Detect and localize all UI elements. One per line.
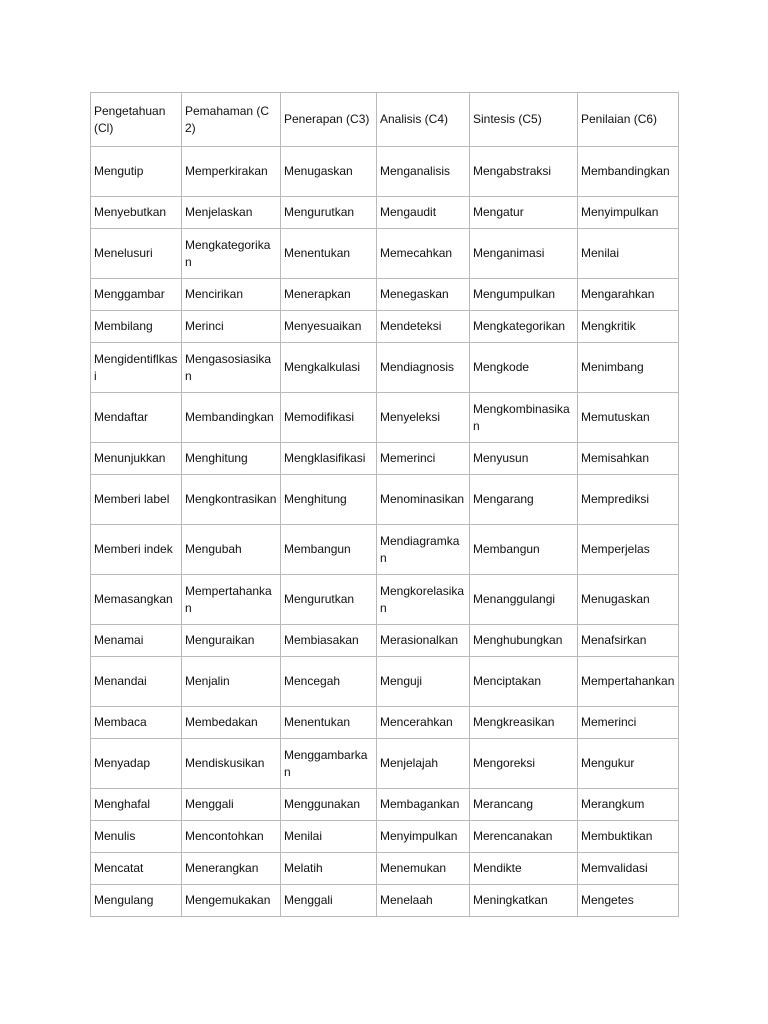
table-cell: Memerinci xyxy=(578,707,679,739)
table-cell: Membandingkan xyxy=(182,393,281,443)
table-cell: Merangkum xyxy=(578,789,679,821)
table-cell: Membagankan xyxy=(377,789,470,821)
table-row xyxy=(91,625,679,657)
table-cell: Mengkode xyxy=(470,343,578,393)
table-row xyxy=(91,739,679,789)
table-cell: Menyadap xyxy=(91,739,182,789)
header-cell: Analisis (C4) xyxy=(377,93,470,147)
table-cell: Menjalin xyxy=(182,657,281,707)
table-cell: Mengkalkulasi xyxy=(281,343,377,393)
table-cell: Melatih xyxy=(281,853,377,885)
table-cell: Menemukan xyxy=(377,853,470,885)
table-cell: Meningkatkan xyxy=(470,885,578,917)
table-row xyxy=(91,885,679,917)
table-cell: Memutuskan xyxy=(578,393,679,443)
table-cell: Membilang xyxy=(91,311,182,343)
table-cell: Membedakan xyxy=(182,707,281,739)
table-cell: Menjelaskan xyxy=(182,197,281,229)
table-cell: Mengkategorikan xyxy=(182,229,281,279)
table-cell: Mengabstraksi xyxy=(470,147,578,197)
table-cell: Mengoreksi xyxy=(470,739,578,789)
table-cell: Menjelajah xyxy=(377,739,470,789)
table-row xyxy=(91,311,679,343)
table-cell: Membiasakan xyxy=(281,625,377,657)
table-cell: Mengkategorikan xyxy=(470,311,578,343)
table-cell: Menyimpulkan xyxy=(578,197,679,229)
table-cell: Menghitung xyxy=(182,443,281,475)
table-cell: Mengarang xyxy=(470,475,578,525)
table-cell: Menggali xyxy=(182,789,281,821)
table-cell: Mengkritik xyxy=(578,311,679,343)
table-cell: Mengetes xyxy=(578,885,679,917)
table-cell: Menguraikan xyxy=(182,625,281,657)
table-cell: Menamai xyxy=(91,625,182,657)
table-cell: Menelusuri xyxy=(91,229,182,279)
table-header-row xyxy=(91,93,679,147)
table-cell: Menegaskan xyxy=(377,279,470,311)
table-cell: Mengatur xyxy=(470,197,578,229)
table-cell: Mengkorelasikan xyxy=(377,575,470,625)
table-row xyxy=(91,229,679,279)
table-cell: Memberi indek xyxy=(91,525,182,575)
table-cell: Menyebutkan xyxy=(91,197,182,229)
table-cell: Mengumpulkan xyxy=(470,279,578,311)
table-row xyxy=(91,657,679,707)
table-cell: Mengkontrasikan xyxy=(182,475,281,525)
table-cell: Memerinci xyxy=(377,443,470,475)
table-cell: Membandingkan xyxy=(578,147,679,197)
table-cell: Mendikte xyxy=(470,853,578,885)
table-cell: Membangun xyxy=(281,525,377,575)
table-cell: Memodifikasi xyxy=(281,393,377,443)
table-cell: Memvalidasi xyxy=(578,853,679,885)
table-cell: Menyesuaikan xyxy=(281,311,377,343)
table-cell: Mengulang xyxy=(91,885,182,917)
table-row xyxy=(91,279,679,311)
header-cell: Pengetahuan (Cl) xyxy=(91,93,182,147)
table-cell: Menghubungkan xyxy=(470,625,578,657)
table-cell: Menguji xyxy=(377,657,470,707)
table-row xyxy=(91,525,679,575)
table-cell: Mengarahkan xyxy=(578,279,679,311)
table-cell: Mengurutkan xyxy=(281,575,377,625)
table-cell: Mengutip xyxy=(91,147,182,197)
table-cell: Mengasosiasikan xyxy=(182,343,281,393)
table-cell: Mendiagnosis xyxy=(377,343,470,393)
table-cell: Membuktikan xyxy=(578,821,679,853)
table-cell: Mendeteksi xyxy=(377,311,470,343)
header-cell: Pemahaman (C2) xyxy=(182,93,281,147)
table-row xyxy=(91,575,679,625)
table-cell: Menghafal xyxy=(91,789,182,821)
table-cell: Menanggulangi xyxy=(470,575,578,625)
table-cell: Mengkreasikan xyxy=(470,707,578,739)
table-cell: Memperjelas xyxy=(578,525,679,575)
table-cell: Menunjukkan xyxy=(91,443,182,475)
table-cell: Memprediksi xyxy=(578,475,679,525)
table-cell: Menilai xyxy=(281,821,377,853)
table-cell: Menimbang xyxy=(578,343,679,393)
table-cell: Menentukan xyxy=(281,707,377,739)
table-cell: Mengurutkan xyxy=(281,197,377,229)
table-cell: Menafsirkan xyxy=(578,625,679,657)
table-cell: Menyimpulkan xyxy=(377,821,470,853)
table-cell: Merasionalkan xyxy=(377,625,470,657)
table-row xyxy=(91,443,679,475)
table-cell: Mencirikan xyxy=(182,279,281,311)
table-cell: Menerapkan xyxy=(281,279,377,311)
table-row xyxy=(91,853,679,885)
table-row xyxy=(91,343,679,393)
table-cell: Menggambar xyxy=(91,279,182,311)
table-cell: Mendiskusikan xyxy=(182,739,281,789)
table-cell: Menghitung xyxy=(281,475,377,525)
table-cell: Mendaftar xyxy=(91,393,182,443)
table-cell: Mencontohkan xyxy=(182,821,281,853)
table-cell: Membangun xyxy=(470,525,578,575)
table-cell: Menominasikan xyxy=(377,475,470,525)
table-cell: Menulis xyxy=(91,821,182,853)
table-cell: Menelaah xyxy=(377,885,470,917)
table-row xyxy=(91,147,679,197)
table-cell: Memberi label xyxy=(91,475,182,525)
table-cell: Mengaudit xyxy=(377,197,470,229)
table-row xyxy=(91,789,679,821)
table-cell: Memasangkan xyxy=(91,575,182,625)
table-cell: Mengkombinasikan xyxy=(470,393,578,443)
table-cell: Menugaskan xyxy=(281,147,377,197)
table-cell: Mempertahankan xyxy=(182,575,281,625)
table-cell: Menentukan xyxy=(281,229,377,279)
table-cell: Merinci xyxy=(182,311,281,343)
table-cell: Memecahkan xyxy=(377,229,470,279)
table-cell: Mengklasifikasi xyxy=(281,443,377,475)
table-cell: Mencerahkan xyxy=(377,707,470,739)
table-cell: Mempertahankan xyxy=(578,657,679,707)
table-cell: Mencegah xyxy=(281,657,377,707)
table-cell: Mengidentiflkasi xyxy=(91,343,182,393)
table-row xyxy=(91,393,679,443)
table-cell: Menandai xyxy=(91,657,182,707)
table-cell: Menerangkan xyxy=(182,853,281,885)
table-cell: Menggali xyxy=(281,885,377,917)
table-cell: Memperkirakan xyxy=(182,147,281,197)
table-row xyxy=(91,475,679,525)
header-cell: Penilaian (C6) xyxy=(578,93,679,147)
table-cell: Mengemukakan xyxy=(182,885,281,917)
table-cell: Mengubah xyxy=(182,525,281,575)
table-cell: Memisahkan xyxy=(578,443,679,475)
bloom-taxonomy-table xyxy=(90,92,679,917)
header-cell: Sintesis (C5) xyxy=(470,93,578,147)
table-cell: Merencanakan xyxy=(470,821,578,853)
table-cell: Menilai xyxy=(578,229,679,279)
table-cell: Merancang xyxy=(470,789,578,821)
table-cell: Menciptakan xyxy=(470,657,578,707)
table-cell: Mengukur xyxy=(578,739,679,789)
table-cell: Menggunakan xyxy=(281,789,377,821)
table-cell: Menyeleksi xyxy=(377,393,470,443)
table-row xyxy=(91,707,679,739)
table-cell: Mendiagramkan xyxy=(377,525,470,575)
table-cell: Membaca xyxy=(91,707,182,739)
table-row xyxy=(91,197,679,229)
table-cell: Mencatat xyxy=(91,853,182,885)
table-cell: Menganalisis xyxy=(377,147,470,197)
table-cell: Menugaskan xyxy=(578,575,679,625)
table-row xyxy=(91,821,679,853)
table-cell: Menganimasi xyxy=(470,229,578,279)
header-cell: Penerapan (C3) xyxy=(281,93,377,147)
table-cell: Menyusun xyxy=(470,443,578,475)
table-cell: Menggambarkan xyxy=(281,739,377,789)
